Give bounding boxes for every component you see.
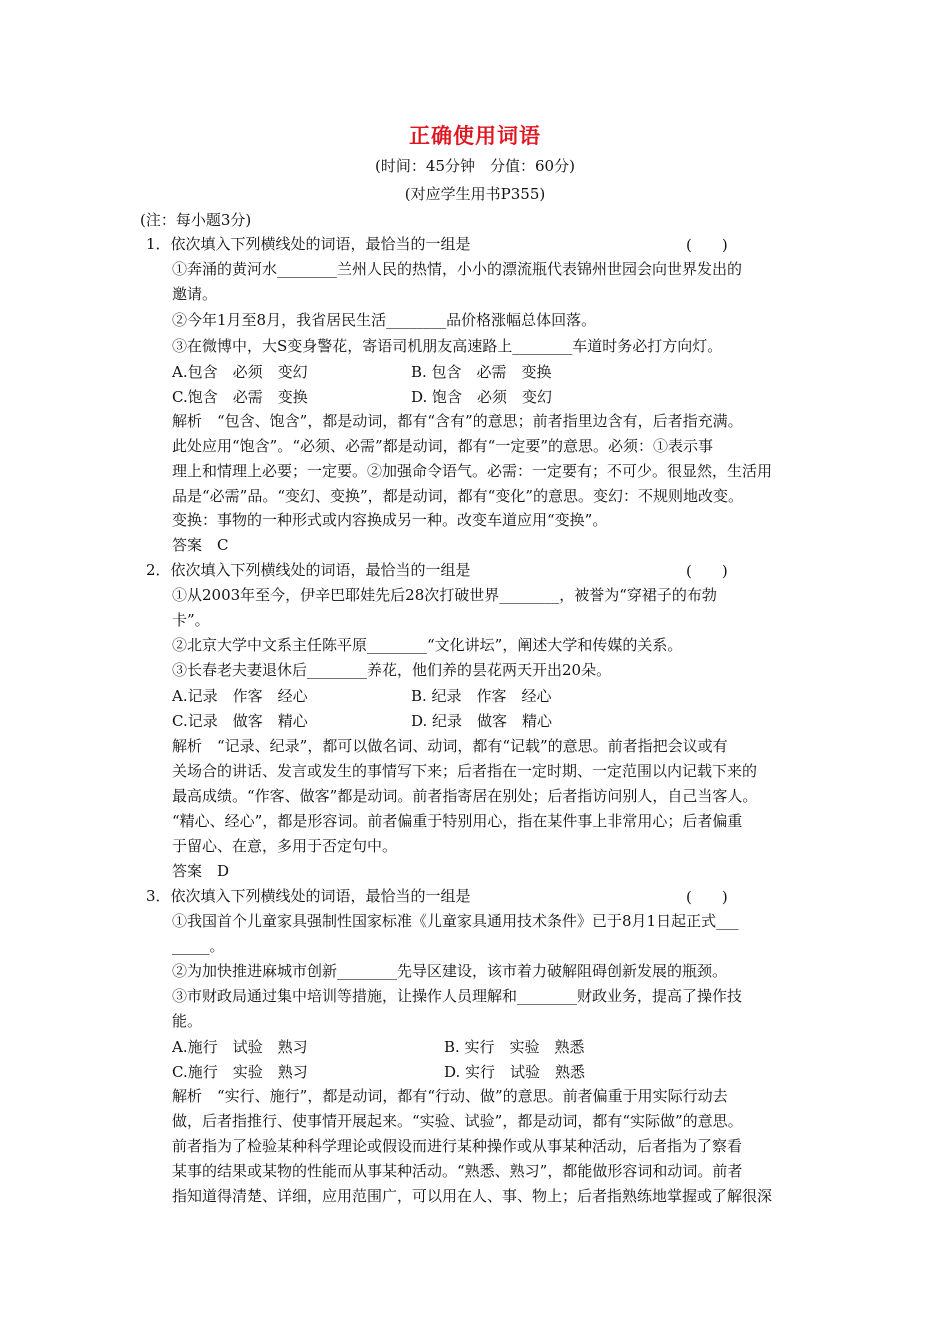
time-score-line: (时间：45分钟 分值：60分) <box>375 157 575 175</box>
question-2-analysis: 于留心、在意，多用于否定句中。 <box>172 837 398 855</box>
question-3-item: ②为加快推进麻城市创新________先导区建设，该市着力破解阻碍创新发展的瓶颈。 <box>172 962 728 980</box>
question-1-analysis: 品是“必需”品。“变幻、变换”，都是动词，都有“变化”的意思。变幻：不规则地改变。 <box>172 487 744 505</box>
question-2-item: ②北京大学中文系主任陈平原________“文化讲坛”，阐述大学和传媒的关系。 <box>172 636 683 654</box>
question-3-analysis: 解析 “实行、施行”，都是动词，都有“行动、做”的意思。前者偏重于用实际行动去 <box>172 1087 728 1105</box>
question-2-answer-slot: ( ) <box>686 562 728 580</box>
question-2-analysis: 解析 “记录、纪录”，都可以做名词、动词，都有“记载”的意思。前者指把会议或有 <box>172 737 728 755</box>
question-3-analysis: 前者指为了检验某种科学理论或假设而进行某种操作或从事某种活动，后者指为了察看 <box>172 1137 743 1155</box>
question-2-analysis: “精心、经心”，都是形容词。前者偏重于特别用心，指在某件事上非常用心；后者偏重 <box>172 812 743 830</box>
question-1-option-b: B. 包含 必需 变换 <box>411 363 552 381</box>
question-1-analysis: 解析 “包含、饱含”，都是动词，都有“含有”的意思；前者指里边含有，后者指充满。 <box>172 412 743 430</box>
question-1-option-d: D. 饱含 必须 变幻 <box>411 388 553 406</box>
question-3-item: _____。 <box>172 937 225 955</box>
question-3-option-b: B. 实行 实验 熟悉 <box>444 1038 585 1056</box>
question-2-option-b: B. 纪录 作客 经心 <box>411 687 552 705</box>
question-3-option-d: D. 实行 试验 熟悉 <box>444 1063 586 1081</box>
note-line: (注：每小题3分) <box>140 211 252 229</box>
question-1-item: ①奔涌的黄河水________兰州人民的热情，小小的漂流瓶代表锦州世园会向世界发出的 <box>172 260 743 278</box>
question-1-answer-slot: ( ) <box>686 236 728 254</box>
question-1-analysis: 理上和情理上必要；一定要。②加强命令语气。必需：一定要有；不可少。很显然，生活用 <box>172 462 773 480</box>
question-3-option-a: A.施行 试验 熟习 <box>172 1038 308 1056</box>
question-3-analysis: 某事的结果或某物的性能而从事某种活动。“熟悉、熟习”，都能做形容词和动词。前者 <box>172 1162 743 1180</box>
question-1-option-c: C.饱含 必需 变换 <box>172 388 308 406</box>
question-1-item: ②今年1月至8月，我省居民生活________品价格涨幅总体回落。 <box>172 311 597 329</box>
question-3-item: 能。 <box>172 1012 203 1030</box>
question-2-option-c: C.记录 做客 精心 <box>172 712 308 730</box>
question-2-option-d: D. 纪录 做客 精心 <box>411 712 553 730</box>
question-2-answer: 答案 D <box>172 862 230 880</box>
question-2-option-a: A.记录 作客 经心 <box>172 687 308 705</box>
question-2-analysis: 最高成绩。“作客、做客”都是动词。前者指寄居在别处；后者指访问别人，自己当客人。 <box>172 787 758 805</box>
book-reference: (对应学生用书P355) <box>404 185 546 203</box>
question-3-answer-slot: ( ) <box>686 888 728 906</box>
question-3-item: ①我国首个儿童家具强制性国家标准《儿童家具通用技术条件》已于8月1日起正式___ <box>172 912 739 930</box>
question-1-answer: 答案 C <box>172 536 229 554</box>
question-3-stem: 3．依次填入下列横线处的词语，最恰当的一组是 <box>146 887 471 905</box>
question-2-item: ①从2003年至今，伊辛巴耶娃先后28次打破世界________，被誉为“穿裙子的布勃 <box>172 586 717 604</box>
question-3-analysis: 指知道得清楚、详细，应用范围广，可以用在人、事、物上；后者指熟练地掌握或了解很深 <box>172 1187 773 1205</box>
question-1-analysis: 此处应用“饱含”。“必须、必需”都是动词，都有“一定要”的意思。必须：①表示事 <box>172 437 714 455</box>
question-1-item: ③在微博中，大S变身警花，寄语司机朋友高速路上________车道时务必打方向灯。 <box>172 337 723 355</box>
question-1-stem: 1．依次填入下列横线处的词语，最恰当的一组是 <box>146 235 471 253</box>
question-2-stem: 2．依次填入下列横线处的词语，最恰当的一组是 <box>146 561 471 579</box>
question-1-analysis: 变换：事物的一种形式或内容换成另一种。改变车道应用“变换”。 <box>172 511 608 529</box>
question-3-item: ③市财政局通过集中培训等措施，让操作人员理解和________财政业务，提高了操作技 <box>172 987 743 1005</box>
question-2-analysis: 关场合的讲话、发言或发生的事情写下来；后者指在一定时期、一定范围以内记载下来的 <box>172 762 758 780</box>
question-3-option-c: C.施行 实验 熟习 <box>172 1063 308 1081</box>
page-title: 正确使用词语 <box>409 123 541 148</box>
question-3-analysis: 做，后者指推行、使事情开展起来。“实验、试验”，都是动词，都有“实际做”的意思。 <box>172 1112 743 1130</box>
question-1-item: 邀请。 <box>172 285 218 303</box>
question-2-item: 卡”。 <box>172 611 210 629</box>
question-1-option-a: A.包含 必须 变幻 <box>172 363 308 381</box>
question-2-item: ③长春老夫妻退休后________养花，他们养的昙花两天开出20朵。 <box>172 661 612 679</box>
